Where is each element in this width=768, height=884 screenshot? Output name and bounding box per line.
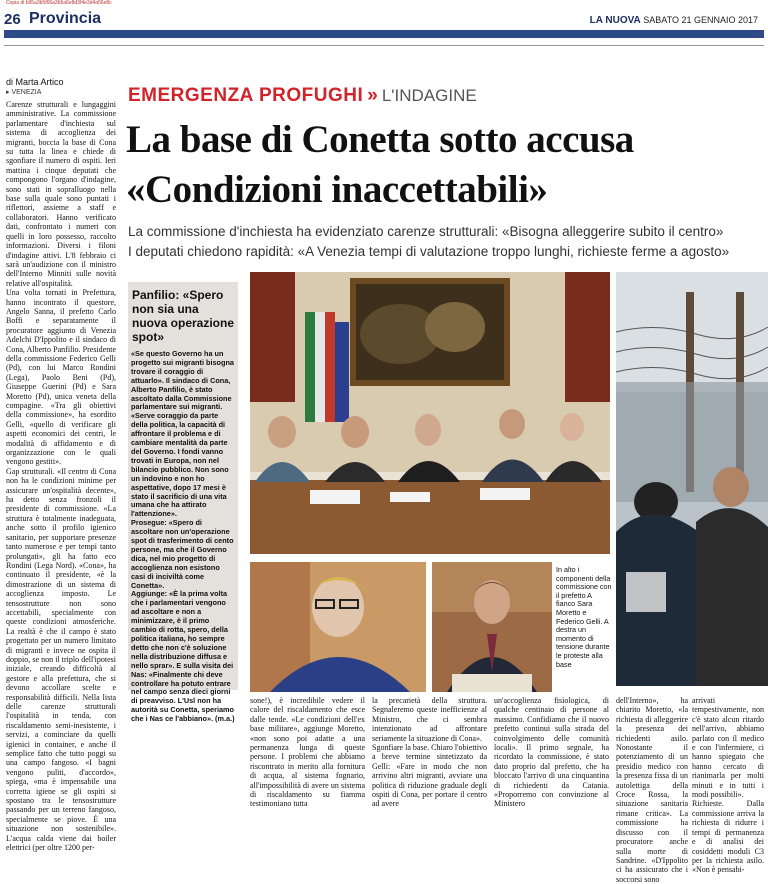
photo-sara-moretto [250,562,426,692]
kicker-arrow: » [367,85,378,106]
issue-date: SABATO 21 GENNAIO 2017 [643,15,758,25]
article-body-col-6: arrivati tempestivamente, non c'è stato alcun ritardo nell'arrivo, abbiamo parlato con il medico e con l'infermiere, ci hanno spiegato che hanno cercato di rianimarla per molti minuti e in tutti i modi possibili». Richieste. Dalla commissione arriva la richiesta di ridurre i tempi di permanenza e di analisi dei cosiddetti moduli C3 per la richiesta asilo. «Non è pensabi- [692,696,764,875]
kicker-main: EMERGENZA PROFUGHI [128,85,364,106]
photo-federico-gelli [432,562,552,692]
author: di Marta Artico [6,77,64,87]
photo-protest [616,272,768,686]
kicker [128,85,477,107]
subheadline-line-1: La commissione d'inchiesta ha evidenziato carenze strutturali: «Bisogna alleggerire subito il centro» [128,224,724,239]
header-bar [4,30,764,38]
article-body-col-3: la precarietà della struttura. Segnaleremo queste inefficienze al Ministro, che ci sembra intenzionato ad affrontare seriamente la situazione di Cona». Sgonfiare la base. Chiaro l'obiettivo a breve termine sintetizzato da Gelli: «Fare in modo che non arrivino altri migranti, avviare una politica di riduzione graduale degli ospiti di Cona, per portare il centro ad avere [372,696,487,809]
sidebar-body: «Se questo Governo ha un progetto sui migranti bisogna trovare il coraggio di attuarlo». Il sindaco di Cona, Alberto Panfilio, è stato ascoltato dalla Commissione parlamentare sui migranti. «Serve coraggio da parte della politica, la capacità di affrontare il problema e di cambiare mentalità da parte del Governo. I fondi vanno trovati in Europa, non nel bilancio pubblico. Non sono un indovino e non ho aspettative, dopo 17 mesi è stato il sacrificio di una vita umana che ha attirato l'attenzione». Prosegue: «Spero di ascoltare non un'operazione spot di trasferimento di cento persone, ma che il Governo dica, nel mio progetto di accoglienza non esistono casi di inciviltà come Conetta». Aggiunge: «È la prima volta che i parlamentari vengono ad ascoltare e non a minimizzare, è il primo cambio di rotta, spero, della politica italiana, ho sempre detto che non c'è soluzione nella distribuzione diffusa e nello sprar». E sulla visita dei Nas: «Finalmente chi deve controllare ha potuto entrare nel campo senza dieci giorni di preavviso. L'Usl non ha autorità su Conetta, speriamo che i Nas ce l'abbiano». (m.a.) [131,349,235,724]
header-rule [4,45,764,46]
photo-commission [250,272,610,554]
subheadline-line-2: I deputati chiedono rapidità: «A Venezia tempi di valutazione troppo lunghi, richieste ferme a agosto» [128,244,730,259]
byline [6,77,64,87]
headline-line-2: «Condizioni inaccettabili» [126,168,548,211]
masthead [590,15,758,26]
sidebar-title: Panfilio: «Spero non sia una nuova operazione spot» [132,288,235,344]
paper-name: LA NUOVA [589,15,641,26]
dateline: ▸ VENEZIA [6,89,42,96]
article-body-col-5: dell'Interno», ha chiarito Moretto, «la richiesta di alleggerire la presenza dei richiedenti asilo. Nonostante il potenziamento di un presidio medico con la presenza fissa di un autolettiga della Croce Rossa, la situazione sanitaria rimane critica». La commissione ha discusso con il procuratore anche sulla morte di Sandrine. «D'Ippolito ci ha assicurato che i soccorsi sono [616,696,688,884]
kicker-sub: L'INDAGINE [381,86,477,105]
city: VENEZIA [11,89,42,96]
page-number: 26 [4,11,21,28]
headline-line-1: La base di Conetta sotto accusa [126,118,634,161]
article-body-col-2: sone!), è incredibile vedere il calore del riscaldamento che esce dalle tende. «Le condizioni dell'ex base militare», aggiunge Moretto, «non sono poi adatte a una permanenza lunga di queste persone. I problemi che abbiamo riscontrato in merito alla fornitura di acqua, al sistema fognario, all'impossibilità di avere un sistema di riscaldamento su fiamma testimoniano tutta [250,696,365,809]
section-name: Provincia [29,10,102,27]
copyright-credit: Copia di b95a3b5f66a3b5a6e8d3f4e3d4a56e8c [6,0,112,6]
photo-caption: In alto i componenti della commissione con il prefetto A fianco Sara Moretto e Federico Gelli. A destra un momento di tensione durante le proteste alla base [556,565,612,669]
article-body-left: Carenze strutturali e lungaggini amministrative. La commissione parlamentare d'inchiesta sul sistema di accoglienza dei migranti, boccia la base di Cona su tutta la linea e chiede di sgonfiare il numero di ospiti. Ieri mattina i cinque deputati che compongono l'organo d'indagine, sono stati in sopralluogo nella base sulla quale sono puntati i riflettori, assieme a staff e collaboratori. Hanno verificato dati, confrontato i numeri con quelli in loro possesso, raccolto informazioni. Diversi i filoni d'indagine attivi. L'8 febbraio ci sarà un'audizione con il ministro dell'Interno Minniti sulle novità relative all'ospitalità. Una volta tornati in Prefettura, hanno incontrato il questore, Angelo Sanna, il prefetto Carlo Boffi e separatamente il procuratore aggiunto di Venezia Adelchi D'Ippolito e il sindaco di Cona, Alberto Panfilio. Presidente della commissione Federico Gelli (Pd), con lui Marco Rondini (Lega), Paolo Beni (Pd), Giuseppe Guerini (Pd) e Sara Moretto (Pd), unica veneta della compagine. «Tra gli obiettivi della commissione», ha esordito Gelli, «quello di verificare gli aspetti economici dei centri, le modalità di affidamento e di organizzazione con le quali vengono gestiti». Gap strutturali. «Il centro di Cona non ha le condizioni minime per assicurare un'ospitalità decente», ha detto senza fronzoli il presidente di commissione. «La struttura è totalmente inadeguata, anche sotto il profilo igienico sanitario, per supportare presenze tanto numerose e per tempi tanto prolungati», gli ha fatto eco Rondini (Lega Nord). «Cona», ha continuato il presidente, «è la dimostrazione di un sistema di accoglienza imposto. Le tensostrutture non sono accettabili, specialmente con queste condizioni atmosferiche. La realtà è che il campo è stato progettato per un numero limitato di migranti e invece ne ospita il doppio, se non il triplo dell'ipotesi iniziale, creando difficoltà al gestore e alla prefettura, che si devono accollare scelte e responsabilità difficili. Nella lista delle carenze strutturali l'ospitalità in tenda, con riscaldamento semi-inesistente, i servizi, a cominciare da quelli igienici in container, e anche il semplice fatto che tutto poggi su una campo fangoso. «I bagni vengono puliti, d'accordo», spiega, «ma è impensabile una corretta igiene se gli ospiti si spostano tra le tensostrutture passando per un terreno fangoso, specialmente se piove. È una situazione non sostenibile». L'acqua calda viene dai boiler elettrici (per oltre 1200 per- [6,100,116,853]
article-body-col-4: un'accoglienza fisiologica, di qualche centinaio di persone al massimo. Confidiamo che il nuovo prefetto continui sulla strada del coinvolgimento delle comunità locali». Il primo segnale, ha ricordato la commissione, è stato dato proprio dal prefetto, che ha bloccato l'arrivo di una cinquantina di richiedenti da Catania. «Proporremo con convinzione al Ministero [494,696,609,809]
